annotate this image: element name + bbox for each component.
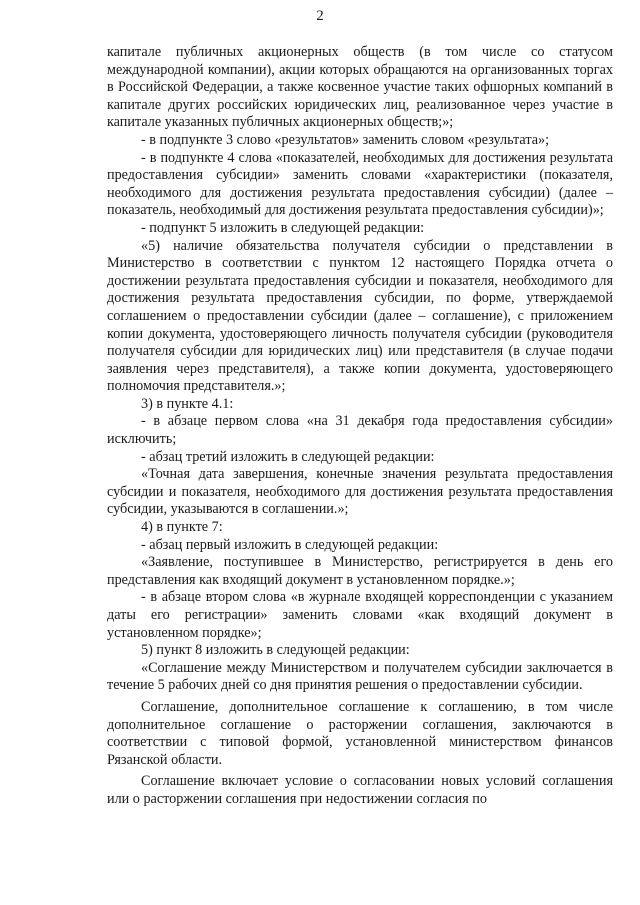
paragraph-agreement-form: Соглашение, дополнительное соглашение к соглашению, в том числе дополнительное соглашение о расторжении соглашения, заключаются в соответствии с типовой формой, установленной министерством финансов Рязанской области. — [107, 698, 613, 768]
page-number: 2 — [316, 8, 324, 24]
paragraph-item-3-third-intro: - абзац третий изложить в следующей редакции: — [141, 448, 435, 465]
paragraph-item-4-first-intro: - абзац первый изложить в следующей редакции: — [141, 536, 439, 553]
paragraph-item-4-first-text: «Заявление, поступившее в Министерство, регистрируется в день его представления как входящий документ в установленном порядке.»; — [107, 554, 613, 588]
paragraph-subitem-4: - в подпункте 4 слова «показателей, необходимых для достижения результата предоставления субсидии» заменить словами «характеристики (показателя, необходимого для достижения результата предоставления субсидии) (далее – показатель, необходимый для достижения результата предоставления субсидии)»; — [107, 149, 613, 219]
paragraph-subitem-5-text: «5) наличие обязательства получателя субсидии о представлении в Министерство в соответствии с пунктом 12 настоящего Порядка отчета о достижении результата предоставления субсидии и показателя, необходимого для достижения результата предоставления субсидии, по форме, утверждаемой соглашением о предоставлении субсидии (далее – соглашение), с приложением копии документа, удостоверяющего личность получателя субсидии (руководителя получателя субсидии для юридических лиц) или представителя (в случае подачи заявления через представителя), а также копии документа, удостоверяющего полномочия представителя.»; — [107, 237, 613, 395]
paragraph-agreement-condition: Соглашение включает условие о согласовании новых условий соглашения или о расторжении соглашения при недостижении согласия по — [107, 773, 613, 807]
paragraph-item-3-first: - в абзаце первом слова «на 31 декабря года предоставления субсидии» исключить; — [107, 413, 613, 448]
paragraph-item-5-intro: 5) пункт 8 изложить в следующей редакции: — [141, 642, 410, 659]
document-body — [107, 44, 613, 809]
paragraph-item-5-text: «Соглашение между Министерством и получателем субсидии заключается в течение 5 рабочих дней со дня принятия решения о предоставлении субсидии. — [107, 659, 613, 694]
paragraph-subitem-3: - в подпункте 3 слово «результатов» заменить словом «результата»; — [141, 131, 550, 148]
paragraph-continuation: капитале публичных акционерных обществ (в том числе со статусом международной компании), акции которых обращаются на организованных торгах в Российской Федерации, а также косвенное участие таких офшорных компаний в капитале других российских юридических лиц, реализованное через участие в капитале указанных публичных акционерных обществ;»; — [107, 44, 613, 131]
paragraph-item-4-second: - в абзаце втором слова «в журнале входящей корреспонденции с указанием даты его регистрации» заменить словами «как входящий документ в установленном порядке»; — [107, 589, 613, 641]
paragraph-item-3: 3) в пункте 4.1: — [141, 395, 234, 412]
paragraph-item-4: 4) в пункте 7: — [141, 519, 223, 536]
paragraph-item-3-third-text: «Точная дата завершения, конечные значения результата предоставления субсидии и показателя, необходимого для достижения результата предоставления субсидии, указываются в соглашении.»; — [107, 466, 613, 518]
paragraph-subitem-5-intro: - подпункт 5 изложить в следующей редакции: — [141, 219, 425, 236]
